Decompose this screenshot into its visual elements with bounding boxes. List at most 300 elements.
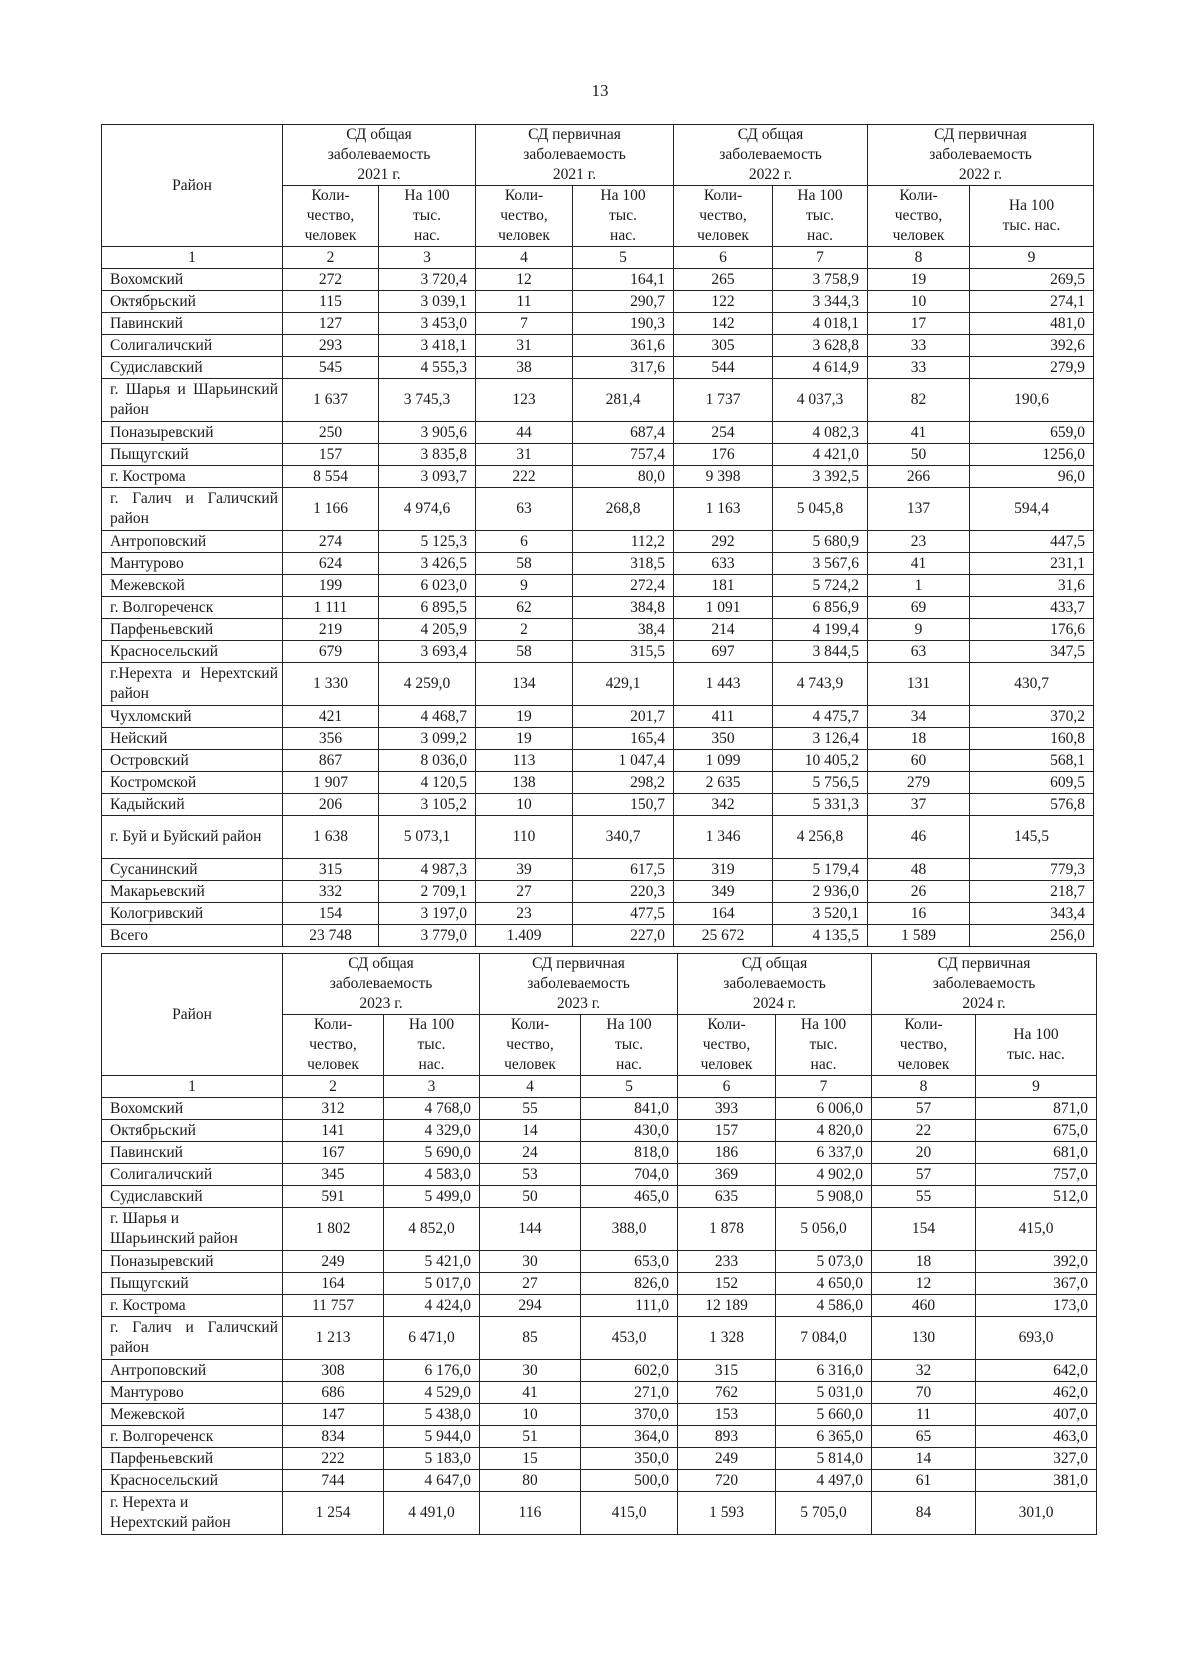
rate-cell: 350,0 bbox=[581, 1448, 678, 1470]
rate-cell: 364,0 bbox=[581, 1426, 678, 1448]
rate-cell: 871,0 bbox=[976, 1098, 1097, 1120]
district-name: Кадыйский bbox=[102, 794, 283, 816]
rate-cell: 4 820,0 bbox=[776, 1120, 872, 1142]
rate-cell: 3 453,0 bbox=[379, 313, 476, 335]
count-header: Коли- чество, человек bbox=[283, 186, 379, 247]
count-cell: 2 635 bbox=[674, 772, 773, 794]
count-cell: 222 bbox=[476, 466, 573, 488]
table-row bbox=[102, 641, 1094, 663]
rate-cell: 281,4 bbox=[573, 379, 674, 422]
rate-cell: 3 093,7 bbox=[379, 466, 476, 488]
count-cell: 6 bbox=[476, 531, 573, 553]
count-cell: 17 bbox=[868, 313, 970, 335]
count-cell: 27 bbox=[480, 1273, 581, 1295]
rate-cell: 176,6 bbox=[970, 619, 1094, 641]
count-cell: 30 bbox=[480, 1360, 581, 1382]
rate-cell: 3 039,1 bbox=[379, 291, 476, 313]
rate-cell: 231,1 bbox=[970, 553, 1094, 575]
table-row bbox=[102, 1404, 1097, 1426]
table-body bbox=[102, 269, 1094, 947]
district-name: Красносельский bbox=[102, 1470, 283, 1492]
rate-cell: 272,4 bbox=[573, 575, 674, 597]
count-cell: 61 bbox=[872, 1470, 976, 1492]
count-cell: 1 213 bbox=[283, 1317, 384, 1360]
count-cell: 50 bbox=[480, 1186, 581, 1208]
district-name: Островский bbox=[102, 750, 283, 772]
district-name: Антроповский bbox=[102, 1360, 283, 1382]
table-row bbox=[102, 1186, 1097, 1208]
rate-cell: 38,4 bbox=[573, 619, 674, 641]
count-cell: 30 bbox=[480, 1251, 581, 1273]
count-cell: 141 bbox=[283, 1120, 384, 1142]
count-cell: 744 bbox=[283, 1470, 384, 1492]
count-cell: 356 bbox=[283, 728, 379, 750]
count-cell: 393 bbox=[678, 1098, 776, 1120]
count-cell: 1 638 bbox=[283, 816, 379, 859]
count-cell: 9 bbox=[868, 619, 970, 641]
table-row bbox=[102, 1470, 1097, 1492]
count-cell: 7 bbox=[476, 313, 573, 335]
rate-cell: 6 365,0 bbox=[776, 1426, 872, 1448]
count-cell: 23 bbox=[868, 531, 970, 553]
district-name: Межевской bbox=[102, 1404, 283, 1426]
table-row bbox=[102, 772, 1094, 794]
count-cell: 19 bbox=[868, 269, 970, 291]
rate-cell: 4 135,5 bbox=[773, 925, 868, 947]
rate-cell: 3 105,2 bbox=[379, 794, 476, 816]
count-cell: 15 bbox=[480, 1448, 581, 1470]
count-cell: 12 bbox=[872, 1273, 976, 1295]
count-cell: 635 bbox=[678, 1186, 776, 1208]
count-cell: 319 bbox=[674, 859, 773, 881]
district-name: Поназыревский bbox=[102, 1251, 283, 1273]
district-name: Костромской bbox=[102, 772, 283, 794]
table-row bbox=[102, 1273, 1097, 1295]
rate-cell: 4 424,0 bbox=[384, 1295, 480, 1317]
count-cell: 142 bbox=[674, 313, 773, 335]
count-cell: 279 bbox=[868, 772, 970, 794]
count-cell: 33 bbox=[868, 335, 970, 357]
count-cell: 274 bbox=[283, 531, 379, 553]
rate-cell: 4 583,0 bbox=[384, 1164, 480, 1186]
rate-cell: 609,5 bbox=[970, 772, 1094, 794]
table-row bbox=[102, 794, 1094, 816]
count-cell: 19 bbox=[476, 706, 573, 728]
rate-cell: 3 779,0 bbox=[379, 925, 476, 947]
rate-cell: 3 628,8 bbox=[773, 335, 868, 357]
count-cell: 1 163 bbox=[674, 488, 773, 531]
count-cell: 34 bbox=[868, 706, 970, 728]
count-cell: 55 bbox=[872, 1186, 976, 1208]
count-cell: 1 166 bbox=[283, 488, 379, 531]
rate-cell: 6 176,0 bbox=[384, 1360, 480, 1382]
count-cell: 50 bbox=[868, 444, 970, 466]
count-cell: 1 907 bbox=[283, 772, 379, 794]
rate-cell: 4 475,7 bbox=[773, 706, 868, 728]
table-row bbox=[102, 1317, 1097, 1360]
rate-cell: 5 705,0 bbox=[776, 1492, 872, 1535]
rate-cell: 6 316,0 bbox=[776, 1360, 872, 1382]
rate-cell: 381,0 bbox=[976, 1470, 1097, 1492]
per100k-header: На 100 тыс. нас. bbox=[970, 186, 1094, 247]
district-name: г. Волгореченск bbox=[102, 1426, 283, 1448]
count-cell: 1 346 bbox=[674, 816, 773, 859]
rate-cell: 388,0 bbox=[581, 1208, 678, 1251]
count-cell: 23 748 bbox=[283, 925, 379, 947]
count-cell: 315 bbox=[283, 859, 379, 881]
rate-cell: 429,1 bbox=[573, 663, 674, 706]
count-cell: 16 bbox=[868, 903, 970, 925]
count-cell: 633 bbox=[674, 553, 773, 575]
rate-cell: 220,3 bbox=[573, 881, 674, 903]
count-cell: 1 328 bbox=[678, 1317, 776, 1360]
rate-cell: 5 073,0 bbox=[776, 1251, 872, 1273]
count-cell: 1 111 bbox=[283, 597, 379, 619]
rate-cell: 5 499,0 bbox=[384, 1186, 480, 1208]
rate-cell: 4 199,4 bbox=[773, 619, 868, 641]
count-cell: 1 254 bbox=[283, 1492, 384, 1535]
count-cell: 293 bbox=[283, 335, 379, 357]
rate-cell: 757,0 bbox=[976, 1164, 1097, 1186]
table-row bbox=[102, 1382, 1097, 1404]
table-row bbox=[102, 881, 1094, 903]
rate-cell: 4 743,9 bbox=[773, 663, 868, 706]
column-index-row bbox=[102, 247, 1094, 269]
count-cell: 37 bbox=[868, 794, 970, 816]
count-cell: 266 bbox=[868, 466, 970, 488]
count-cell: 48 bbox=[868, 859, 970, 881]
rate-cell: 190,6 bbox=[970, 379, 1094, 422]
count-cell: 332 bbox=[283, 881, 379, 903]
table-row bbox=[102, 728, 1094, 750]
count-cell: 167 bbox=[283, 1142, 384, 1164]
rate-cell: 3 693,4 bbox=[379, 641, 476, 663]
count-cell: 27 bbox=[476, 881, 573, 903]
column-index-row bbox=[102, 1076, 1097, 1098]
rate-cell: 4 497,0 bbox=[776, 1470, 872, 1492]
table-row bbox=[102, 357, 1094, 379]
rate-cell: 318,5 bbox=[573, 553, 674, 575]
table-row bbox=[102, 422, 1094, 444]
count-cell: 292 bbox=[674, 531, 773, 553]
rate-cell: 4 256,8 bbox=[773, 816, 868, 859]
table-row bbox=[102, 269, 1094, 291]
per100k-header: На 100 тыс. нас. bbox=[384, 1015, 480, 1076]
count-cell: 25 672 bbox=[674, 925, 773, 947]
count-cell: 122 bbox=[674, 291, 773, 313]
rate-cell: 3 344,3 bbox=[773, 291, 868, 313]
table-row bbox=[102, 1164, 1097, 1186]
column-index: 1 bbox=[102, 247, 283, 269]
district-name: г. Кострома bbox=[102, 1295, 283, 1317]
rate-cell: 227,0 bbox=[573, 925, 674, 947]
count-cell: 58 bbox=[476, 641, 573, 663]
count-cell: 867 bbox=[283, 750, 379, 772]
rate-cell: 392,6 bbox=[970, 335, 1094, 357]
rate-cell: 201,7 bbox=[573, 706, 674, 728]
rate-cell: 462,0 bbox=[976, 1382, 1097, 1404]
district-name: Кологривский bbox=[102, 903, 283, 925]
rate-cell: 675,0 bbox=[976, 1120, 1097, 1142]
rate-cell: 5 331,3 bbox=[773, 794, 868, 816]
count-cell: 41 bbox=[868, 422, 970, 444]
column-index: 5 bbox=[573, 247, 674, 269]
count-cell: 31 bbox=[476, 444, 573, 466]
count-cell: 82 bbox=[868, 379, 970, 422]
count-cell: 46 bbox=[868, 816, 970, 859]
count-cell: 63 bbox=[476, 488, 573, 531]
count-header: Коли- чество, человек bbox=[674, 186, 773, 247]
rate-cell: 5 421,0 bbox=[384, 1251, 480, 1273]
count-cell: 38 bbox=[476, 357, 573, 379]
rate-cell: 2 709,1 bbox=[379, 881, 476, 903]
district-name: Вохомский bbox=[102, 269, 283, 291]
table-row bbox=[102, 1120, 1097, 1142]
rate-cell: 433,7 bbox=[970, 597, 1094, 619]
district-name: Павинский bbox=[102, 1142, 283, 1164]
rate-cell: 6 471,0 bbox=[384, 1317, 480, 1360]
column-index: 2 bbox=[283, 247, 379, 269]
rate-cell: 347,5 bbox=[970, 641, 1094, 663]
count-cell: 9 bbox=[476, 575, 573, 597]
column-index: 7 bbox=[776, 1076, 872, 1098]
column-index: 6 bbox=[674, 247, 773, 269]
rate-cell: 370,0 bbox=[581, 1404, 678, 1426]
rate-cell: 5 017,0 bbox=[384, 1273, 480, 1295]
column-index: 2 bbox=[283, 1076, 384, 1098]
district-name: Макарьевский bbox=[102, 881, 283, 903]
rate-cell: 4 468,7 bbox=[379, 706, 476, 728]
rate-cell: 5 045,8 bbox=[773, 488, 868, 531]
count-cell: 51 bbox=[480, 1426, 581, 1448]
rate-cell: 5 031,0 bbox=[776, 1382, 872, 1404]
column-index: 5 bbox=[581, 1076, 678, 1098]
count-cell: 24 bbox=[480, 1142, 581, 1164]
district-name: Солигаличский bbox=[102, 1164, 283, 1186]
count-cell: 14 bbox=[872, 1448, 976, 1470]
count-cell: 1 443 bbox=[674, 663, 773, 706]
rate-cell: 6 006,0 bbox=[776, 1098, 872, 1120]
rate-cell: 602,0 bbox=[581, 1360, 678, 1382]
rate-cell: 687,4 bbox=[573, 422, 674, 444]
count-cell: 342 bbox=[674, 794, 773, 816]
rate-cell: 160,8 bbox=[970, 728, 1094, 750]
rate-cell: 430,7 bbox=[970, 663, 1094, 706]
rate-cell: 4 421,0 bbox=[773, 444, 868, 466]
rate-cell: 4 259,0 bbox=[379, 663, 476, 706]
rate-cell: 274,1 bbox=[970, 291, 1094, 313]
count-cell: 219 bbox=[283, 619, 379, 641]
table-row bbox=[102, 313, 1094, 335]
district-name: Пыщугский bbox=[102, 1273, 283, 1295]
district-name: Чухломский bbox=[102, 706, 283, 728]
count-cell: 1 330 bbox=[283, 663, 379, 706]
rate-cell: 5 660,0 bbox=[776, 1404, 872, 1426]
district-name: Антроповский bbox=[102, 531, 283, 553]
count-cell: 233 bbox=[678, 1251, 776, 1273]
count-cell: 41 bbox=[480, 1382, 581, 1404]
per100k-header: На 100 тыс. нас. bbox=[581, 1015, 678, 1076]
count-cell: 12 189 bbox=[678, 1295, 776, 1317]
rate-cell: 779,3 bbox=[970, 859, 1094, 881]
rate-cell: 4 082,3 bbox=[773, 422, 868, 444]
count-cell: 349 bbox=[674, 881, 773, 903]
district-name: Павинский bbox=[102, 313, 283, 335]
rate-cell: 340,7 bbox=[573, 816, 674, 859]
count-cell: 305 bbox=[674, 335, 773, 357]
count-cell: 138 bbox=[476, 772, 573, 794]
count-cell: 115 bbox=[283, 291, 379, 313]
district-name: Нейский bbox=[102, 728, 283, 750]
rate-cell: 3 126,4 bbox=[773, 728, 868, 750]
rate-cell: 594,4 bbox=[970, 488, 1094, 531]
count-cell: 12 bbox=[476, 269, 573, 291]
count-cell: 22 bbox=[872, 1120, 976, 1142]
rate-cell: 4 614,9 bbox=[773, 357, 868, 379]
count-cell: 591 bbox=[283, 1186, 384, 1208]
rate-cell: 5 056,0 bbox=[776, 1208, 872, 1251]
rate-cell: 3 567,6 bbox=[773, 553, 868, 575]
column-index: 7 bbox=[773, 247, 868, 269]
count-cell: 214 bbox=[674, 619, 773, 641]
district-name: Красносельский bbox=[102, 641, 283, 663]
group-header: СД общая заболеваемость 2021 г. bbox=[283, 125, 476, 186]
group-header: СД общая заболеваемость 2024 г. bbox=[678, 954, 872, 1015]
rate-cell: 279,9 bbox=[970, 357, 1094, 379]
count-cell: 113 bbox=[476, 750, 573, 772]
incidence-table-2023-2024 bbox=[101, 953, 1097, 1535]
rate-cell: 4 555,3 bbox=[379, 357, 476, 379]
count-cell: 10 bbox=[480, 1404, 581, 1426]
count-cell: 411 bbox=[674, 706, 773, 728]
rate-cell: 5 944,0 bbox=[384, 1426, 480, 1448]
district-name: г.Нерехта и Нерехтский район bbox=[102, 663, 283, 706]
rate-cell: 370,2 bbox=[970, 706, 1094, 728]
count-cell: 130 bbox=[872, 1317, 976, 1360]
count-cell: 679 bbox=[283, 641, 379, 663]
rate-cell: 512,0 bbox=[976, 1186, 1097, 1208]
rate-cell: 10 405,2 bbox=[773, 750, 868, 772]
district-name: г. Нерехта и Нерехтский район bbox=[102, 1492, 283, 1535]
count-cell: 308 bbox=[283, 1360, 384, 1382]
count-cell: 1 091 bbox=[674, 597, 773, 619]
count-cell: 147 bbox=[283, 1404, 384, 1426]
district-name: г. Шарья и Шарьинский район bbox=[102, 379, 283, 422]
rate-cell: 7 084,0 bbox=[776, 1317, 872, 1360]
rate-cell: 5 690,0 bbox=[384, 1142, 480, 1164]
rate-cell: 5 125,3 bbox=[379, 531, 476, 553]
rate-cell: 477,5 bbox=[573, 903, 674, 925]
rate-cell: 301,0 bbox=[976, 1492, 1097, 1535]
district-name: Пыщугский bbox=[102, 444, 283, 466]
rate-cell: 4 037,3 bbox=[773, 379, 868, 422]
count-cell: 315 bbox=[678, 1360, 776, 1382]
rate-cell: 4 974,6 bbox=[379, 488, 476, 531]
rate-cell: 481,0 bbox=[970, 313, 1094, 335]
column-index: 9 bbox=[970, 247, 1094, 269]
count-cell: 624 bbox=[283, 553, 379, 575]
count-cell: 350 bbox=[674, 728, 773, 750]
district-name: Всего bbox=[102, 925, 283, 947]
rate-cell: 4 987,3 bbox=[379, 859, 476, 881]
rate-cell: 298,2 bbox=[573, 772, 674, 794]
rate-cell: 3 520,1 bbox=[773, 903, 868, 925]
count-cell: 23 bbox=[476, 903, 573, 925]
count-cell: 116 bbox=[480, 1492, 581, 1535]
count-header: Коли- чество, человек bbox=[872, 1015, 976, 1076]
count-cell: 294 bbox=[480, 1295, 581, 1317]
table-row bbox=[102, 750, 1094, 772]
rate-cell: 826,0 bbox=[581, 1273, 678, 1295]
table-row bbox=[102, 597, 1094, 619]
group-header: СД общая заболеваемость 2022 г. bbox=[674, 125, 868, 186]
rate-cell: 447,5 bbox=[970, 531, 1094, 553]
rate-cell: 384,8 bbox=[573, 597, 674, 619]
rate-cell: 5 073,1 bbox=[379, 816, 476, 859]
rate-cell: 145,5 bbox=[970, 816, 1094, 859]
rate-cell: 415,0 bbox=[976, 1208, 1097, 1251]
district-name: г. Волгореченск bbox=[102, 597, 283, 619]
per100k-header: На 100 тыс. нас. bbox=[976, 1015, 1097, 1076]
rate-cell: 4 768,0 bbox=[384, 1098, 480, 1120]
column-index: 3 bbox=[379, 247, 476, 269]
rate-cell: 317,6 bbox=[573, 357, 674, 379]
count-cell: 762 bbox=[678, 1382, 776, 1404]
rate-cell: 3 426,5 bbox=[379, 553, 476, 575]
count-cell: 11 bbox=[476, 291, 573, 313]
count-cell: 69 bbox=[868, 597, 970, 619]
count-cell: 545 bbox=[283, 357, 379, 379]
count-header: Коли- чество, человек bbox=[678, 1015, 776, 1076]
per100k-header: На 100 тыс. нас. bbox=[379, 186, 476, 247]
count-cell: 1 878 bbox=[678, 1208, 776, 1251]
rate-cell: 2 936,0 bbox=[773, 881, 868, 903]
district-name: Судиславский bbox=[102, 357, 283, 379]
count-cell: 157 bbox=[678, 1120, 776, 1142]
rate-cell: 268,8 bbox=[573, 488, 674, 531]
count-cell: 60 bbox=[868, 750, 970, 772]
rate-cell: 5 183,0 bbox=[384, 1448, 480, 1470]
count-cell: 222 bbox=[283, 1448, 384, 1470]
count-cell: 10 bbox=[868, 291, 970, 313]
table-row bbox=[102, 619, 1094, 641]
rate-cell: 315,5 bbox=[573, 641, 674, 663]
rate-cell: 5 179,4 bbox=[773, 859, 868, 881]
count-cell: 369 bbox=[678, 1164, 776, 1186]
table-row bbox=[102, 859, 1094, 881]
per100k-header: На 100 тыс. нас. bbox=[773, 186, 868, 247]
table-row bbox=[102, 706, 1094, 728]
rate-cell: 218,7 bbox=[970, 881, 1094, 903]
table-row bbox=[102, 444, 1094, 466]
rate-cell: 165,4 bbox=[573, 728, 674, 750]
count-cell: 249 bbox=[283, 1251, 384, 1273]
rate-cell: 617,5 bbox=[573, 859, 674, 881]
count-cell: 65 bbox=[872, 1426, 976, 1448]
rate-cell: 4 902,0 bbox=[776, 1164, 872, 1186]
count-cell: 265 bbox=[674, 269, 773, 291]
rate-cell: 6 023,0 bbox=[379, 575, 476, 597]
column-index: 8 bbox=[868, 247, 970, 269]
group-header: СД общая заболеваемость 2023 г. bbox=[283, 954, 480, 1015]
rate-cell: 6 856,9 bbox=[773, 597, 868, 619]
rate-cell: 5 680,9 bbox=[773, 531, 868, 553]
district-name: Поназыревский bbox=[102, 422, 283, 444]
table-row bbox=[102, 1142, 1097, 1164]
table-row bbox=[102, 1295, 1097, 1317]
rate-cell: 1256,0 bbox=[970, 444, 1094, 466]
rate-cell: 463,0 bbox=[976, 1426, 1097, 1448]
